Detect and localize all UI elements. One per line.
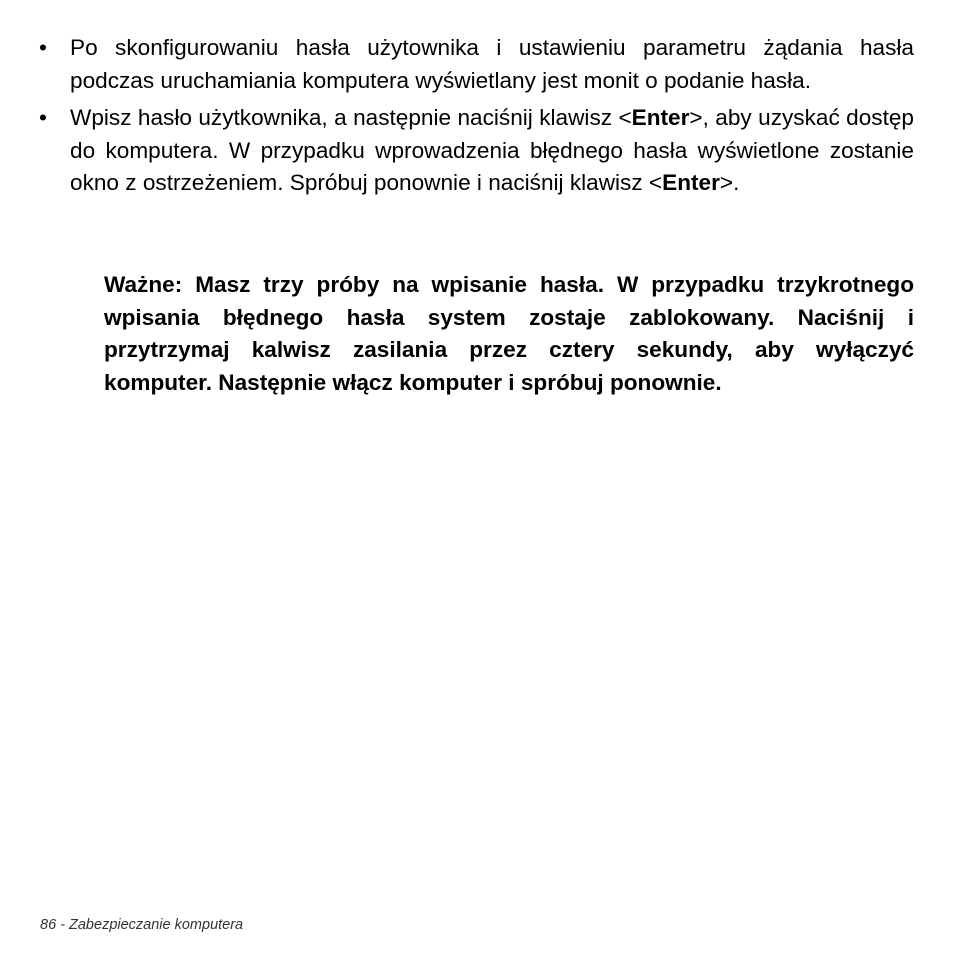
page-footer: 86 - Zabezpieczanie komputera [40, 917, 244, 933]
key-enter: Enter [662, 170, 720, 195]
bullet-text-middle: >, aby uzyskać dostęp do komputera. W przypadku wprowadzenia błędnego hasła wyświetlone zostanie okno z ostrzeżeniem. Spróbuj ponownie i naciśnij klawisz < [70, 105, 914, 195]
important-note: Ważne: Masz trzy próby na wpisanie hasła. W przypadku trzykrotnego wpisania błędnego hasła system zostaje zablokowany. Naciśnij i przytrzymaj kalwisz zasilania przez cztery sekundy, aby wyłączyć komputer. Następnie włącz komputer i spróbuj ponownie. [104, 272, 914, 395]
bullet-text-after: >. [719, 170, 740, 195]
bullet-text: Po skonfigurowaniu hasła użytownika i ustawieniu parametru żądania hasła podczas uruchamiania komputera wyświetlany jest monit o podanie hasła. [70, 35, 914, 93]
bullet-marker: • [39, 35, 47, 60]
bullet-marker: • [39, 105, 47, 130]
bullet-item-enter-password [39, 102, 914, 200]
bullet-text-before: Wpisz hasło użytkownika, a następnie naciśnij klawisz < [70, 105, 632, 130]
bullet-item-password-prompt [39, 32, 914, 97]
key-enter: Enter [631, 105, 690, 130]
bullet-list [39, 32, 914, 205]
